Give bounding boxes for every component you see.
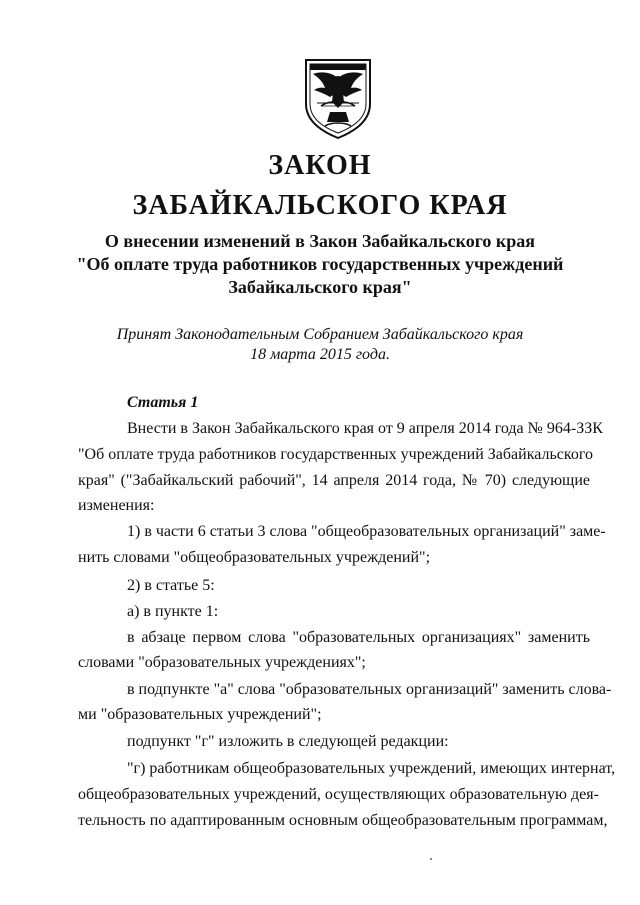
- law-subtitle: [0, 230, 640, 299]
- coat-of-arms-icon: [303, 56, 373, 140]
- adoption-line: Принят Законодательным Собранием Забайкальского края: [116, 326, 524, 343]
- adoption-note: [0, 325, 640, 365]
- adoption-date: 18 марта 2015 года.: [250, 346, 390, 363]
- body-line: ми "образовательных учреждений";: [78, 706, 322, 723]
- body-line: а) в пункте 1:: [127, 603, 219, 620]
- body-line: 2) в статье 5:: [127, 577, 215, 594]
- law-title: ЗАКОН: [268, 150, 372, 181]
- body-line: словами "образовательных учреждениях";: [78, 654, 366, 671]
- article-heading: Статья 1: [127, 394, 199, 411]
- body-line: в подпункте "а" слова "образовательных организаций" заменить слова-: [127, 681, 612, 698]
- scan-speck: [430, 858, 432, 860]
- body-line: края" ("Забайкальский рабочий", 14 апреля 2014 года, № 70) следующие: [78, 472, 590, 489]
- body-line: Внести в Закон Забайкальского края от 9 апреля 2014 года № 964-ЗЗК: [127, 420, 603, 437]
- body-line: общеобразовательных учреждений, осуществляющих образовательную дея-: [78, 786, 599, 803]
- law-region-title: ЗАБАЙКАЛЬСКОГО КРАЯ: [132, 190, 508, 221]
- body-line: "г) работникам общеобразовательных учреждений, имеющих интернат,: [127, 760, 616, 777]
- body-line: изменения:: [78, 497, 155, 514]
- body-line: в абзаце первом слова "образовательных организациях" заменить: [127, 629, 590, 646]
- body-line: тельность по адаптированным основным общеобразовательным программам,: [78, 812, 608, 829]
- subtitle-line: О внесении изменений в Закон Забайкальского края: [104, 231, 536, 251]
- subtitle-line: "Об оплате труда работников государственных учреждений: [76, 254, 564, 274]
- body-line: подпункт "г" изложить в следующей редакции:: [127, 733, 449, 750]
- body-line: нить словами "общеобразовательных учреждений";: [78, 549, 431, 566]
- subtitle-line: Забайкальского края": [228, 277, 412, 297]
- body-line: 1) в части 6 статьи 3 слова "общеобразовательных организаций" заме-: [127, 523, 606, 540]
- body-line: "Об оплате труда работников государственных учреждений Забайкальского: [78, 446, 593, 463]
